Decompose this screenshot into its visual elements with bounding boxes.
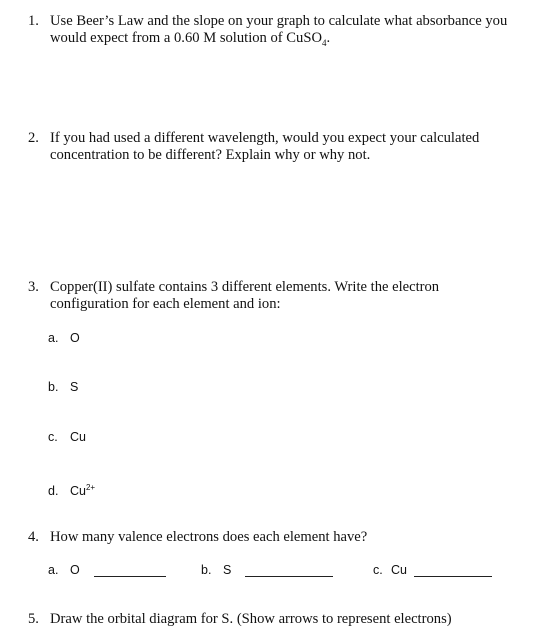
question-4-part-c — [373, 563, 407, 578]
part-label: Cu — [70, 430, 86, 444]
question-4-number: 4. — [28, 529, 39, 545]
question-4-line-1: How many valence electrons does each element have? — [50, 529, 368, 545]
answer-blank-c[interactable] — [414, 576, 492, 577]
question-1-period: . — [326, 30, 331, 46]
question-3-text — [50, 279, 439, 313]
answer-blank-a[interactable] — [94, 576, 166, 577]
question-3-part-c — [48, 430, 86, 445]
part-label: O — [70, 331, 80, 345]
question-3-line-1: Copper(II) sulfate contains 3 different elements. Write the electron — [50, 279, 440, 295]
question-1-subscript: 4 — [322, 37, 327, 48]
question-2-line-1: If you had used a different wavelength, would you expect your calculated — [50, 130, 480, 146]
answer-blank-b[interactable] — [245, 576, 333, 577]
question-4-part-b — [201, 563, 231, 578]
question-4-text — [50, 529, 367, 546]
part-letter: a. — [48, 331, 59, 345]
question-5-line-1: Draw the orbital diagram for S. (Show arrows to represent electrons) — [50, 611, 452, 627]
part-label: S — [223, 563, 232, 577]
question-1-line-1: Use Beer’s Law and the slope on your graph to calculate what absorbance you — [50, 13, 508, 29]
question-3-number: 3. — [28, 279, 39, 295]
part-label: Cu — [391, 563, 407, 577]
charge-superscript: 2+ — [85, 483, 96, 492]
question-1-line-2 — [50, 30, 330, 46]
part-letter: b. — [48, 380, 59, 394]
part-letter: b. — [201, 563, 212, 577]
part-letter: c. — [373, 563, 383, 577]
part-label: Cu — [70, 484, 86, 498]
part-label: S — [70, 380, 79, 394]
part-letter: a. — [48, 563, 59, 577]
question-3-part-b — [48, 380, 78, 395]
question-3-part-d — [48, 480, 95, 499]
part-letter: c. — [48, 430, 58, 444]
question-1-text — [50, 13, 507, 52]
question-4-part-a — [48, 563, 80, 578]
question-5-number: 5. — [28, 611, 39, 627]
part-label: O — [70, 563, 80, 577]
question-1-number: 1. — [28, 13, 39, 29]
question-3-part-a — [48, 331, 80, 346]
question-3-line-2: configuration for each element and ion: — [50, 296, 281, 312]
question-2-text — [50, 130, 479, 164]
question-2-number: 2. — [28, 130, 39, 146]
question-1-line-2-main: would expect from a 0.60 M solution of CuSO — [50, 30, 322, 46]
part-letter: d. — [48, 484, 59, 498]
question-5-text — [50, 611, 452, 628]
question-2-line-2: concentration to be different? Explain why or why not. — [50, 147, 371, 163]
